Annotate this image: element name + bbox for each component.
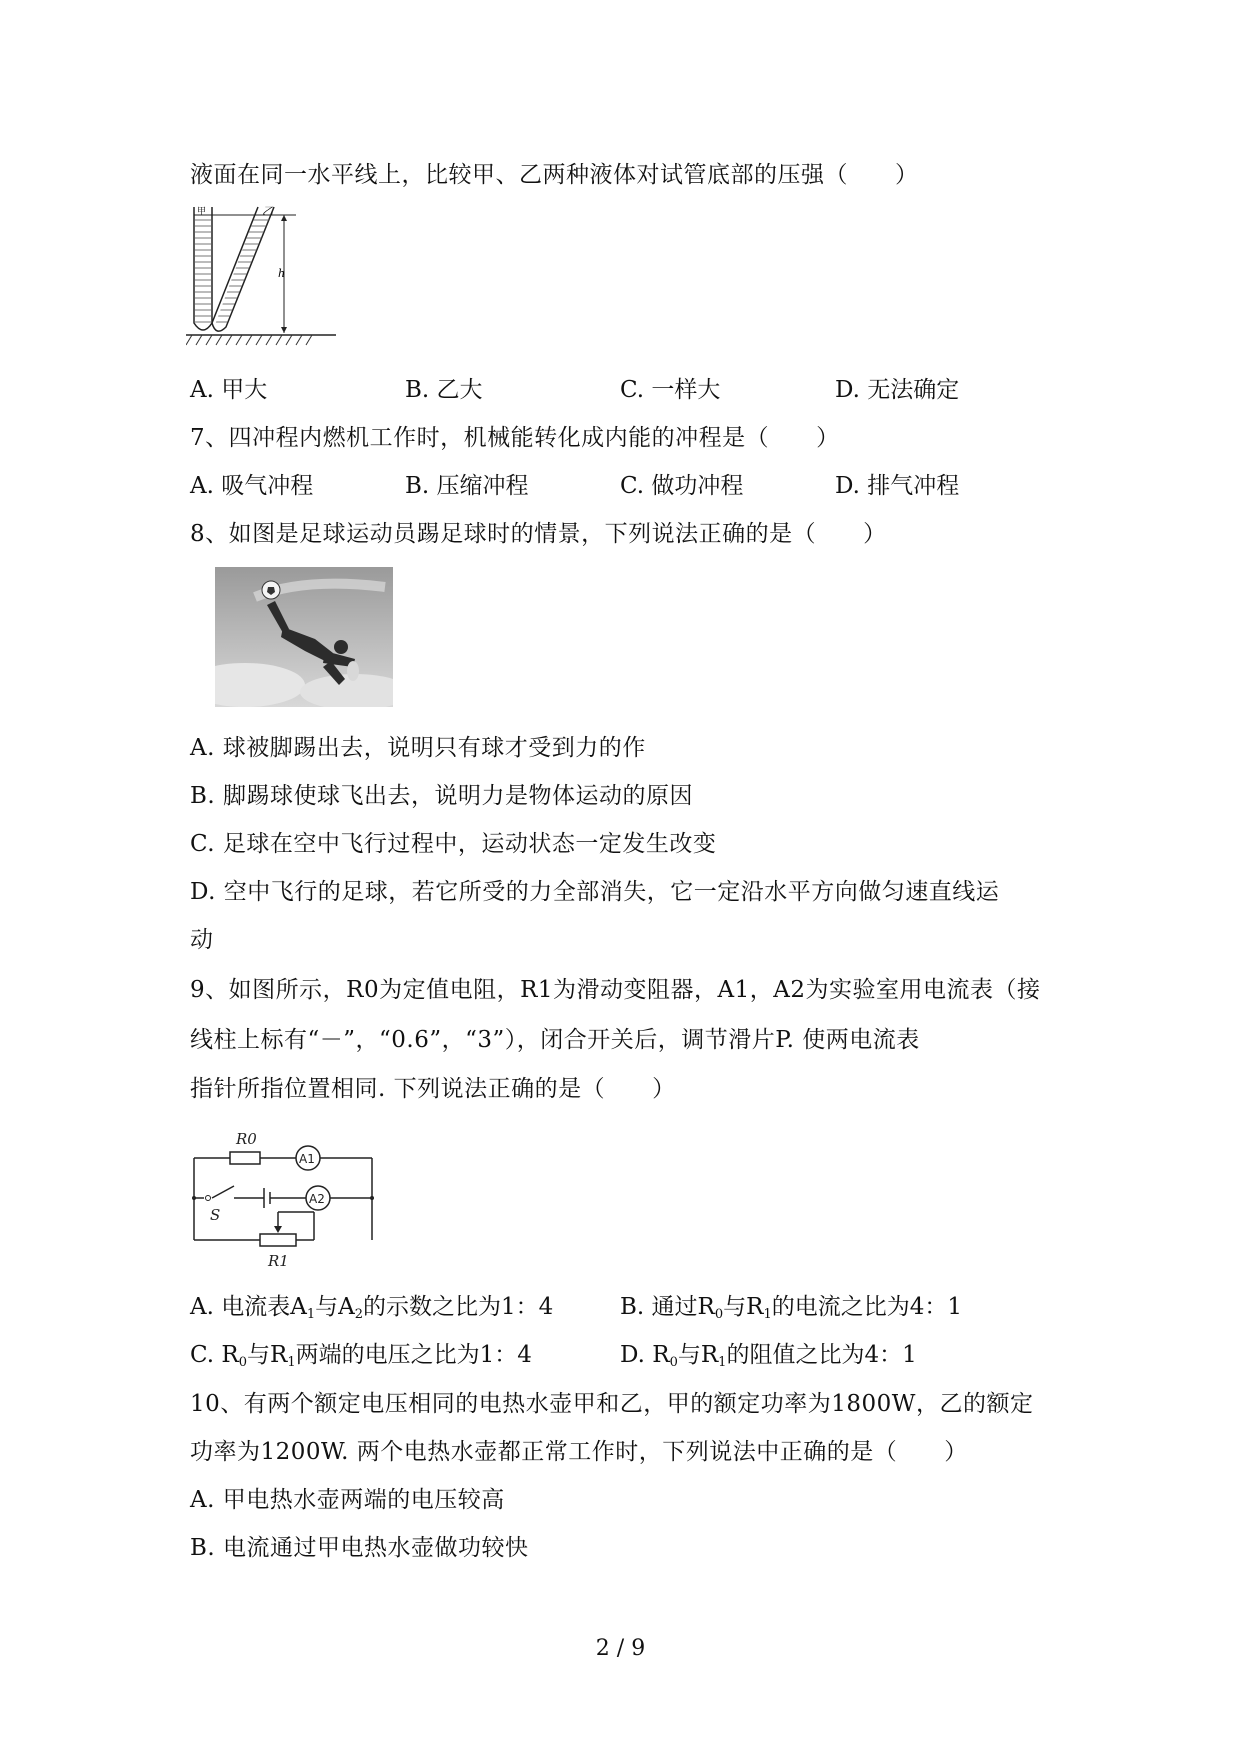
- q9-option-b[interactable]: B. 通过$R_0$与$R_1$的电流之比为4：1: [620, 1294, 963, 1322]
- q6-option-a[interactable]: A. 甲大: [190, 377, 268, 403]
- q8-option-b[interactable]: B. 脚踢球使球飞出去，说明力是物体运动的原因: [190, 783, 694, 809]
- q8-option-d-cont: 动: [190, 927, 214, 953]
- q6-stem: 液面在同一水平线上，比较甲、乙两种液体对试管底部的压强（ ）: [190, 162, 919, 188]
- q7-option-b[interactable]: B. 压缩冲程: [405, 473, 529, 499]
- q9-stem-line-3: 指针所指位置相同. 下列说法正确的是（ ）: [190, 1076, 676, 1102]
- q9-option-c[interactable]: C. $R_0$与$R_1$两端的电压之比为1：4: [190, 1342, 532, 1370]
- q6-label-h: h: [278, 267, 286, 280]
- q10-stem-line-1: 10、有两个额定电压相同的电热水壶甲和乙，甲的额定功率为1800W，乙的额定: [190, 1391, 1034, 1417]
- q6-test-tube-figure: [186, 205, 336, 350]
- q8-option-a[interactable]: A. 球被脚踢出去，说明只有球才受到力的作: [190, 735, 646, 761]
- circuit-label-r1: R1: [268, 1252, 289, 1268]
- q8-option-d[interactable]: D. 空中飞行的足球，若它所受的力全部消失，它一定沿水平方向做匀速直线运: [190, 879, 1000, 905]
- q9-option-a[interactable]: A. 电流表$A_1$与$A_2$的示数之比为1：4: [190, 1294, 554, 1322]
- q9-stem-line-1: 9、如图所示，R0为定值电阻，R1为滑动变阻器，A1，A2为实验室用电流表（接: [190, 977, 1041, 1003]
- q6-option-d[interactable]: D. 无法确定: [835, 377, 960, 403]
- q9-circuit-diagram: [190, 1118, 390, 1268]
- q6-label-yi: 乙: [262, 205, 273, 218]
- q7-option-c[interactable]: C. 做功冲程: [620, 473, 744, 499]
- q10-stem-line-2: 功率为1200W. 两个电热水壶都正常工作时，下列说法中正确的是（ ）: [190, 1439, 968, 1465]
- q8-option-c[interactable]: C. 足球在空中飞行过程中，运动状态一定发生改变: [190, 831, 717, 857]
- q6-label-jia: 甲: [197, 207, 207, 217]
- q7-option-a[interactable]: A. 吸气冲程: [190, 473, 314, 499]
- q6-option-b[interactable]: B. 乙大: [405, 377, 483, 403]
- q8-soccer-photo: [215, 567, 393, 707]
- circuit-label-a2: A2: [309, 1192, 325, 1206]
- page-number: 2 / 9: [595, 1636, 646, 1661]
- circuit-label-a1: A1: [299, 1152, 315, 1166]
- q8-stem: 8、如图是足球运动员踢足球时的情景，下列说法正确的是（ ）: [190, 521, 887, 547]
- q10-option-a[interactable]: A. 甲电热水壶两端的电压较高: [190, 1487, 505, 1513]
- q7-stem: 7、四冲程内燃机工作时，机械能转化成内能的冲程是（ ）: [190, 425, 840, 451]
- q7-option-d[interactable]: D. 排气冲程: [835, 473, 960, 499]
- q6-option-c[interactable]: C. 一样大: [620, 377, 721, 403]
- circuit-label-r0: R0: [236, 1130, 257, 1148]
- q10-option-b[interactable]: B. 电流通过甲电热水壶做功较快: [190, 1535, 529, 1561]
- q9-stem-line-2: 线柱上标有“－”，“0.6”，“3”），闭合开关后，调节滑片P. 使两电流表: [190, 1027, 920, 1053]
- q9-option-d[interactable]: D. $R_0$与$R_1$的阻值之比为4：1: [620, 1342, 917, 1370]
- circuit-label-s: S: [210, 1206, 221, 1224]
